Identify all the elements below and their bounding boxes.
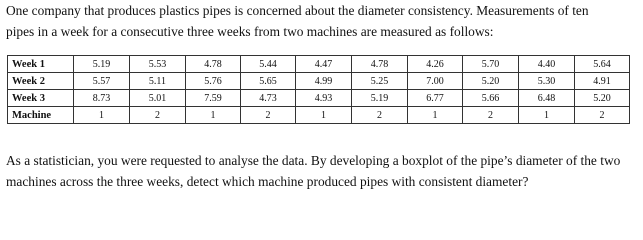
- table-cell: 5.19: [352, 90, 408, 107]
- row-label: Machine: [8, 107, 74, 124]
- table-cell: 5.25: [352, 73, 408, 90]
- row-label: Week 3: [8, 90, 74, 107]
- table-cell: 5.44: [241, 56, 296, 73]
- table-cell: 5.30: [519, 73, 575, 90]
- table-row-week-3: [8, 90, 630, 107]
- table-cell: 5.57: [74, 73, 130, 90]
- table-cell: 5.76: [186, 73, 241, 90]
- table-cell: 6.77: [408, 90, 463, 107]
- table-row-week-1: [8, 56, 630, 73]
- table-cell: 5.64: [575, 56, 630, 73]
- table-cell: 4.93: [296, 90, 352, 107]
- table-cell: 4.47: [296, 56, 352, 73]
- row-label: Week 1: [8, 56, 74, 73]
- question-line-2: machines across the three weeks, detect which machine produced pipes with consistent diameter?: [6, 174, 529, 189]
- table-cell: 7.00: [408, 73, 463, 90]
- table-cell: 7.59: [186, 90, 241, 107]
- question-paragraph: [6, 150, 620, 192]
- row-label: Week 2: [8, 73, 74, 90]
- table-cell: 1: [74, 107, 130, 124]
- table-row-week-2: [8, 73, 630, 90]
- table-cell: 1: [408, 107, 463, 124]
- table-cell: 4.26: [408, 56, 463, 73]
- question-line-1: As a statistician, you were requested to analyse the data. By developing a boxplot of the pipe’s diameter of the two: [6, 153, 621, 168]
- intro-paragraph: [6, 0, 589, 42]
- table-cell: 2: [241, 107, 296, 124]
- table-cell: 5.20: [463, 73, 519, 90]
- table-cell: 4.78: [352, 56, 408, 73]
- table-cell: 8.73: [74, 90, 130, 107]
- table-cell: 6.48: [519, 90, 575, 107]
- table-cell: 4.73: [241, 90, 296, 107]
- table-cell: 1: [519, 107, 575, 124]
- table-cell: 5.53: [130, 56, 186, 73]
- table-cell: 5.20: [575, 90, 630, 107]
- intro-line-2: pipes in a week for a consecutive three weeks from two machines are measured as follows:: [6, 24, 494, 39]
- intro-line-1: One company that produces plastics pipes is concerned about the diameter consistency. Measurements of ten: [6, 3, 589, 18]
- table-cell: 4.78: [186, 56, 241, 73]
- table-row-machine: [8, 107, 630, 124]
- table-cell: 4.40: [519, 56, 575, 73]
- measurements-table: [7, 55, 630, 124]
- table-cell: 2: [463, 107, 519, 124]
- table-cell: 4.99: [296, 73, 352, 90]
- table-cell: 4.91: [575, 73, 630, 90]
- table-cell: 5.11: [130, 73, 186, 90]
- table-cell: 1: [186, 107, 241, 124]
- table-cell: 5.66: [463, 90, 519, 107]
- table-cell: 2: [130, 107, 186, 124]
- table-cell: 2: [352, 107, 408, 124]
- table-cell: 5.19: [74, 56, 130, 73]
- table-cell: 5.65: [241, 73, 296, 90]
- table-cell: 1: [296, 107, 352, 124]
- table-cell: 5.01: [130, 90, 186, 107]
- table-cell: 2: [575, 107, 630, 124]
- table-cell: 5.70: [463, 56, 519, 73]
